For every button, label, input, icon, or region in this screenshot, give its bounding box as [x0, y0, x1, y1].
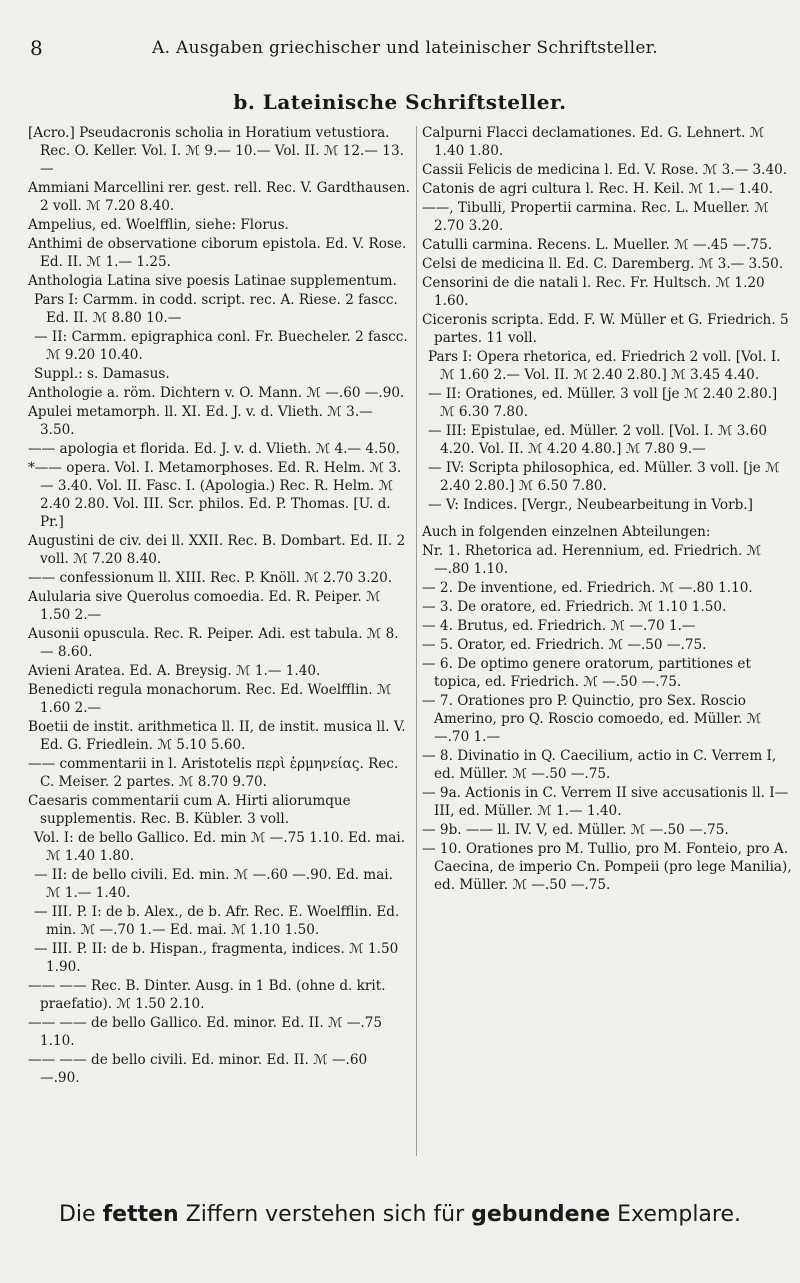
- catalog-entry: Benedicti regula monachorum. Rec. Ed. Woelfflin. ℳ 1.60 2.—: [28, 682, 392, 716]
- footer-bold-word: gebundene: [471, 1202, 611, 1227]
- catalog-entry: — 8. Divinatio in Q. Caecilium, actio in C. Verrem I, ed. Müller. ℳ —.50 —.75.: [422, 748, 777, 782]
- catalog-entry: — 5. Orator, ed. Friedrich. ℳ —.50 —.75.: [422, 637, 707, 653]
- section-title: b. Lateinische Schriftsteller.: [233, 90, 567, 114]
- catalog-entry: ——, Tibulli, Propertii carmina. Rec. L. Mueller. ℳ 2.70 3.20.: [422, 200, 769, 234]
- catalog-entry: —— —— Rec. B. Dinter. Ausg. in 1 Bd. (ohne d. krit. praefatio). ℳ 1.50 2.10.: [28, 978, 386, 1012]
- catalog-entry: [Acro.] Pseudacronis scholia in Horatium vetustiora. Rec. O. Keller. Vol. I. ℳ 9.— 10.— Vol. II. ℳ 12.— 13.—: [28, 125, 404, 177]
- catalog-entry: Anthologia Latina sive poesis Latinae supplementum.: [28, 273, 397, 289]
- footer-text: Ziffern verstehen sich für: [185, 1202, 465, 1227]
- catalog-entry: Pars I: Carmm. in codd. script. rec. A. Riese. 2 fascc. Ed. II. ℳ 8.80 10.—: [34, 292, 398, 326]
- catalog-entry: —— confessionum ll. XIII. Rec. P. Knöll. ℳ 2.70 3.20.: [28, 570, 393, 586]
- catalog-entry: —— apologia et florida. Ed. J. v. d. Vlieth. ℳ 4.— 4.50.: [28, 441, 400, 457]
- catalog-entry: — 6. De optimo genere oratorum, partitiones et topica, ed. Friedrich. ℳ —.50 —.75.: [422, 656, 751, 690]
- catalog-entry: Ammiani Marcellini rer. gest. rell. Rec. V. Gardthausen. 2 voll. ℳ 7.20 8.40.: [28, 180, 410, 214]
- catalog-entry: Nr. 1. Rhetorica ad. Herennium, ed. Friedrich. ℳ —.80 1.10.: [422, 543, 762, 577]
- catalog-entry: Aulularia sive Querolus comoedia. Ed. R. Peiper. ℳ 1.50 2.—: [28, 589, 381, 623]
- catalog-entry: Celsi de medicina ll. Ed. C. Daremberg. ℳ 3.— 3.50.: [422, 256, 784, 272]
- catalog-entry: Anthimi de observatione ciborum epistola. Ed. V. Rose. Ed. II. ℳ 1.— 1.25.: [28, 236, 407, 270]
- catalog-entry: Ampelius, ed. Woelfflin, siehe: Florus.: [28, 217, 289, 233]
- footer-bold-word: fetten: [102, 1202, 179, 1227]
- catalog-entry: Suppl.: s. Damasus.: [34, 366, 170, 382]
- catalog-entry: Ausonii opuscula. Rec. R. Peiper. Adi. est tabula. ℳ 8.— 8.60.: [28, 626, 399, 660]
- page-number: 8: [30, 36, 43, 60]
- column-divider: [416, 126, 417, 1156]
- catalog-entry: — III: Epistulae, ed. Müller. 2 voll. [Vol. I. ℳ 3.60 4.20. Vol. II. ℳ 4.20 4.80.] ℳ 7.80 9.—: [428, 423, 768, 457]
- catalog-entry: Caesaris commentarii cum A. Hirti aliorumque supplementis. Rec. B. Kübler. 3 voll.: [28, 793, 351, 827]
- catalog-entry: Augustini de civ. dei ll. XXII. Rec. B. Dombart. Ed. II. 2 voll. ℳ 7.20 8.40.: [28, 533, 406, 567]
- catalog-entry: Calpurni Flacci declamationes. Ed. G. Lehnert. ℳ 1.40 1.80.: [422, 125, 765, 159]
- catalog-entry: — IV: Scripta philosophica, ed. Müller. 3 voll. [je ℳ 2.40 2.80.] ℳ 6.50 7.80.: [428, 460, 780, 494]
- catalog-entry: Avieni Aratea. Ed. A. Breysig. ℳ 1.— 1.40.: [28, 663, 321, 679]
- catalog-entry: Anthologie a. röm. Dichtern v. O. Mann. ℳ —.60 —.90.: [28, 385, 405, 401]
- catalog-entry: — II: Carmm. epigraphica conl. Fr. Buecheler. 2 fascc. ℳ 9.20 10.40.: [34, 329, 408, 363]
- catalog-entry: Boetii de instit. arithmetica ll. II, de instit. musica ll. V. Ed. G. Friedlein. ℳ 5.10 5.60.: [28, 719, 406, 753]
- catalog-entry: — 9b. —— ll. IV. V, ed. Müller. ℳ —.50 —.75.: [422, 822, 729, 838]
- catalog-entry: — 7. Orationes pro P. Quinctio, pro Sex. Roscio Amerino, pro Q. Roscio comoedo, ed. Müller. ℳ —.70 1.—: [422, 693, 762, 745]
- page-header: [30, 36, 780, 62]
- catalog-entry: *—— opera. Vol. I. Metamorphoses. Ed. R. Helm. ℳ 3.— 3.40. Vol. II. Fasc. I. (Apologia.) Rec. R. Helm. ℳ 2.40 2.80. Vol. III. Scr. philos. Ed. P. Thomas. [U. d. Pr.]: [28, 460, 402, 530]
- catalog-entry: Censorini de die natali l. Rec. Fr. Hultsch. ℳ 1.20 1.60.: [422, 275, 765, 309]
- catalog-entry: —— —— de bello Gallico. Ed. minor. Ed. II. ℳ —.75 1.10.: [28, 1015, 383, 1049]
- catalog-entry: Pars I: Opera rhetorica, ed. Friedrich 2 voll. [Vol. I. ℳ 1.60 2.— Vol. II. ℳ 2.40 2.80.] ℳ 3.45 4.40.: [428, 349, 781, 383]
- catalog-entry: Ciceronis scripta. Edd. F. W. Müller et G. Friedrich. 5 partes. 11 voll.: [422, 312, 789, 346]
- catalog-entry: —— —— de bello civili. Ed. minor. Ed. II. ℳ —.60 —.90.: [28, 1052, 368, 1086]
- catalog-entry: — 10. Orationes pro M. Tullio, pro M. Fonteio, pro A. Caecina, de imperio Cn. Pompeii (pro lege Manilia), ed. Müller. ℳ —.50 —.75.: [422, 841, 792, 893]
- catalog-entry: — 4. Brutus, ed. Friedrich. ℳ —.70 1.—: [422, 618, 696, 634]
- catalog-entry: — 3. De oratore, ed. Friedrich. ℳ 1.10 1.50.: [422, 599, 727, 615]
- right-column: [422, 124, 792, 895]
- catalog-entry: Auch in folgenden einzelnen Abteilungen:: [422, 524, 711, 540]
- left-column: [28, 124, 411, 1088]
- catalog-entry: — II: Orationes, ed. Müller. 3 voll [je ℳ 2.40 2.80.] ℳ 6.30 7.80.: [428, 386, 778, 420]
- catalog-entry: —— commentarii in l. Aristotelis περὶ ἑρμηνείας. Rec. C. Meiser. 2 partes. ℳ 8.70 9.70.: [28, 756, 399, 790]
- footer-text: Exemplare.: [617, 1202, 741, 1227]
- spacer: [422, 515, 792, 523]
- catalog-entry: — 2. De inventione, ed. Friedrich. ℳ —.80 1.10.: [422, 580, 753, 596]
- catalog-entry: Cassii Felicis de medicina l. Ed. V. Rose. ℳ 3.— 3.40.: [422, 162, 788, 178]
- catalog-entry: Catonis de agri cultura l. Rec. H. Keil. ℳ 1.— 1.40.: [422, 181, 773, 197]
- catalog-entry: — III. P. I: de b. Alex., de b. Afr. Rec. E. Woelfflin. Ed. min. ℳ —.70 1.— Ed. mai. ℳ 1.10 1.50.: [34, 904, 400, 938]
- catalog-entry: Vol. I: de bello Gallico. Ed. min ℳ —.75 1.10. Ed. mai. ℳ 1.40 1.80.: [34, 830, 406, 864]
- catalog-entry: — II: de bello civili. Ed. min. ℳ —.60 —.90. Ed. mai. ℳ 1.— 1.40.: [34, 867, 393, 901]
- footer-text: Die: [58, 1202, 96, 1227]
- catalog-entry: — V: Indices. [Vergr., Neubearbeitung in Vorb.]: [428, 497, 753, 513]
- running-title: A. Ausgaben griechischer und lateinischer Schriftsteller.: [152, 38, 658, 58]
- catalog-entry: Catulli carmina. Recens. L. Mueller. ℳ —.45 —.75.: [422, 237, 773, 253]
- footer-note: [0, 1202, 800, 1227]
- catalog-entry: — 9a. Actionis in C. Verrem II sive accusationis ll. I—III, ed. Müller. ℳ 1.— 1.40.: [422, 785, 789, 819]
- catalog-entry: — III. P. II: de b. Hispan., fragmenta, indices. ℳ 1.50 1.90.: [34, 941, 399, 975]
- catalog-entry: Apulei metamorph. ll. XI. Ed. J. v. d. Vlieth. ℳ 3.— 3.50.: [28, 404, 373, 438]
